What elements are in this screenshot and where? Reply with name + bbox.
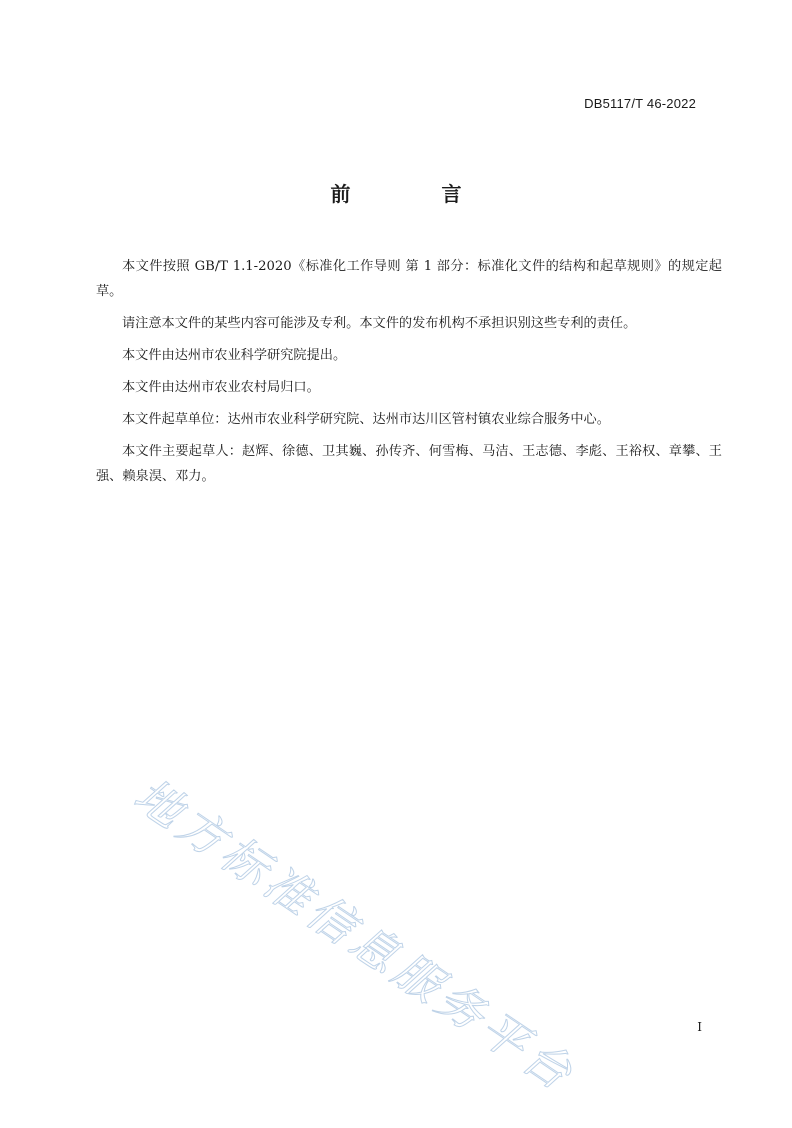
paragraph-proposer: 本文件由达州市农业科学研究院提出。: [122, 348, 347, 363]
document-body: [96, 254, 722, 496]
page-title: 前 言: [330, 182, 504, 206]
page-number: I: [697, 1020, 702, 1034]
paragraph-drafting-units: 本文件起草单位：达州市农业科学研究院、达州市达川区管村镇农业综合服务中心。: [122, 412, 610, 427]
paragraph-drafters: 本文件主要起草人：赵辉、徐德、卫其巍、孙传齐、何雪梅、马洁、王志德、李彪、王裕权、章攀、王强、赖泉淏、邓力。: [96, 444, 722, 484]
paragraph-drafting-rules: 本文件按照 GB/T 1.1-2020《标准化工作导则 第 1 部分：标准化文件的结构和起草规则》的规定起草。: [96, 259, 722, 299]
document-code: DB5117/T 46-2022: [584, 96, 696, 111]
paragraph-patent-notice: 请注意本文件的某些内容可能涉及专利。本文件的发布机构不承担识别这些专利的责任。: [122, 316, 637, 331]
watermark-text: 地方标准信息服务平台: [124, 767, 587, 1104]
paragraph-administrator: 本文件由达州市农业农村局归口。: [122, 380, 320, 395]
